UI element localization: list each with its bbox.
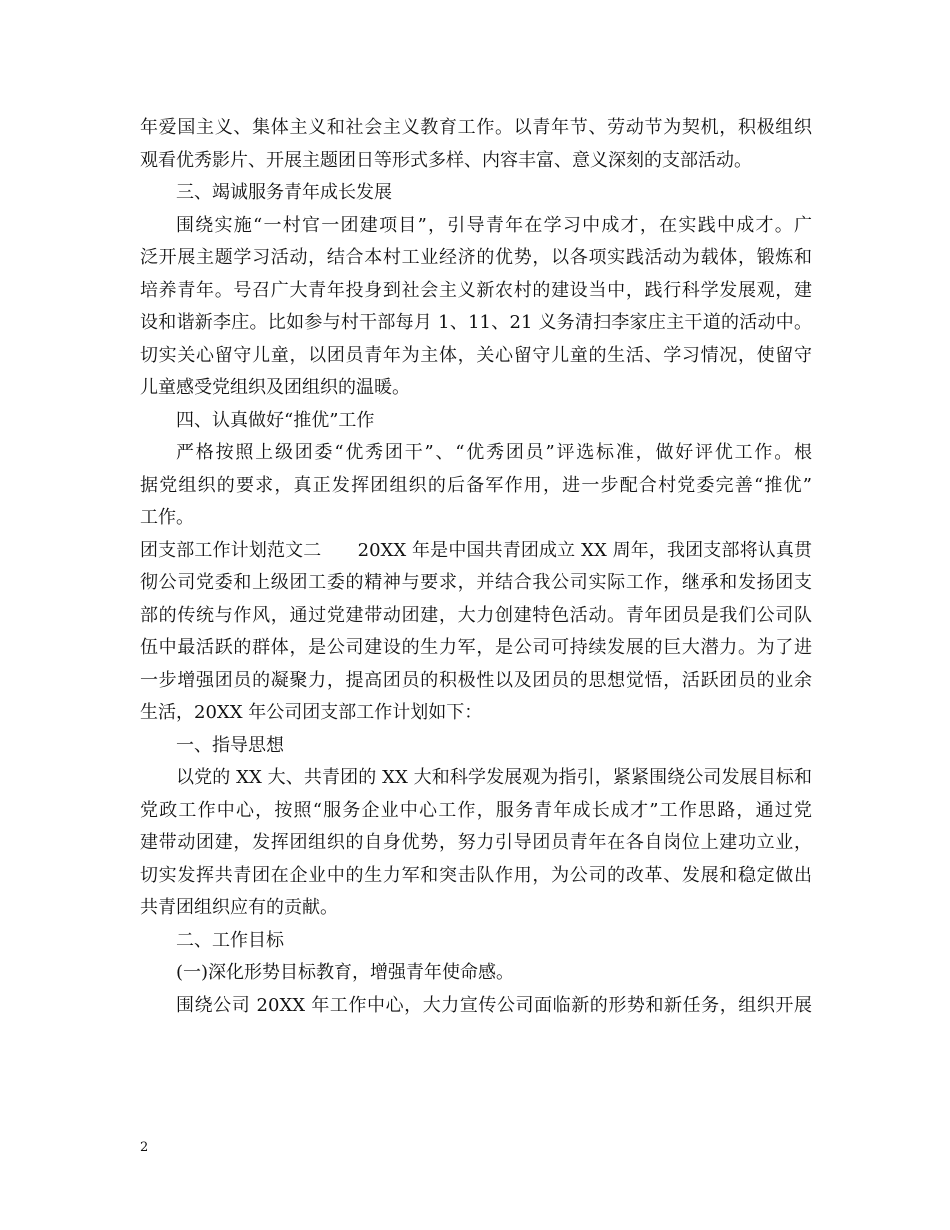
section-heading: (一)深化形势目标教育，增强青年使命感。 bbox=[176, 962, 515, 983]
page-number: 2 bbox=[140, 1140, 149, 1155]
text-line: 儿童感受党组织及团组织的温暖。 bbox=[140, 377, 410, 398]
text-line: 切实发挥共青团在企业中的生力军和突击队作用，为公司的改革、发展和稳定做出 bbox=[140, 864, 812, 886]
section-heading: 二、工作目标 bbox=[176, 929, 284, 951]
text-line: 以党的 XX 大、共青团的 XX 大和科学发展观为指引，紧紧围绕公司发展目标和 bbox=[176, 767, 812, 788]
text-line: 建带动团建，发挥团组织的自身优势，努力引导团员青年在各自岗位上建功立业， bbox=[140, 832, 812, 853]
text-line: 严格按照上级团委“优秀团干”、“优秀团员”评选标准，做好评优工作。根 bbox=[176, 442, 812, 463]
text-line: 一步增强团员的凝聚力，提高团员的积极性以及团员的思想觉悟，活跃团员的业余 bbox=[140, 669, 812, 691]
text-line: 据党组织的要求，真正发挥团组织的后备军作用，进一步配合村党委完善“推优” bbox=[140, 474, 812, 496]
text-line: 工作。 bbox=[140, 507, 194, 528]
text-line: 生活，20XX 年公司团支部工作计划如下： bbox=[140, 702, 483, 723]
text-line: 切实关心留守儿童，以团员青年为主体，关心留守儿童的生活、学习情况，使留守 bbox=[140, 344, 812, 366]
text-line: 党政工作中心，按照“服务企业中心工作，服务青年成长成才”工作思路，通过党 bbox=[140, 799, 812, 821]
text-line: 彻公司党委和上级团工委的精神与要求，并结合我公司实际工作，继承和发扬团支 bbox=[140, 572, 812, 593]
text-line: 观看优秀影片、开展主题团日等形式多样、内容丰富、意义深刻的支部活动。 bbox=[140, 149, 752, 171]
text-line: 设和谐新李庄。比如参与村干部每月 1、11、21 义务清扫李家庄主干道的活动中。 bbox=[140, 312, 812, 333]
text-line: 围绕实施“一村官一团建项目”，引导青年在学习中成才，在实践中成才。广 bbox=[176, 214, 812, 236]
text-line: 团支部工作计划范文二 20XX 年是中国共青团成立 XX 周年，我团支部将认真贯 bbox=[140, 539, 812, 561]
text-line: 围绕公司 20XX 年工作中心，大力宣传公司面临新的形势和新任务，组织开展 bbox=[176, 994, 812, 1016]
section-heading: 一、指导思想 bbox=[176, 734, 284, 756]
text-line: 泛开展主题学习活动，结合本村工业经济的优势，以各项实践活动为载体，锻炼和 bbox=[140, 247, 812, 268]
text-line: 培养青年。号召广大青年投身到社会主义新农村的建设当中，践行科学发展观，建 bbox=[140, 279, 812, 301]
text-line: 伍中最活跃的群体，是公司建设的生力军，是公司可持续发展的巨大潜力。为了进 bbox=[140, 637, 812, 658]
text-line: 共青团组织应有的贡献。 bbox=[140, 897, 338, 918]
section-heading: 三、竭诚服务青年成长发展 bbox=[176, 182, 392, 203]
document-body bbox=[140, 112, 812, 1022]
text-line: 年爱国主义、集体主义和社会主义教育工作。以青年节、劳动节为契机，积极组织 bbox=[140, 117, 812, 138]
text-line: 部的传统与作风，通过党建带动团建，大力创建特色活动。青年团员是我们公司队 bbox=[140, 604, 812, 626]
section-heading: 四、认真做好“推优”工作 bbox=[176, 409, 375, 431]
